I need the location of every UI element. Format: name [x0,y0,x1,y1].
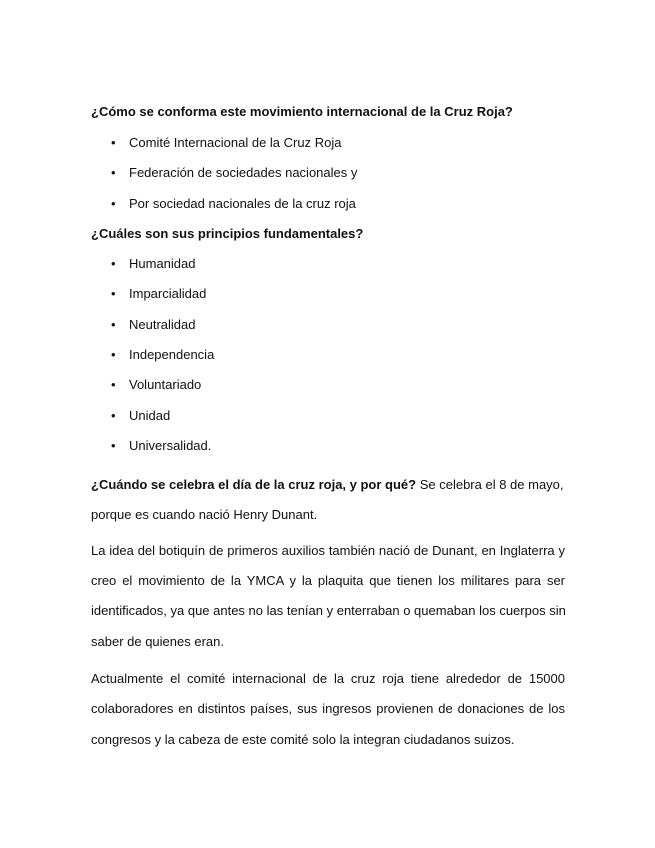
bullet-icon: • [111,317,116,332]
bullet-icon: • [111,256,116,271]
list-item-text: Neutralidad [129,317,196,332]
list-item-text: Imparcialidad [129,286,207,301]
q3-first-line [91,477,565,493]
bullet-icon: • [111,165,116,180]
paragraph-line: colaboradores en distintos países, sus ingresos provienen de donaciones de los [91,701,565,716]
list-item-text: Universalidad. [129,438,212,453]
paragraph-line: identificados, ya que antes no las tenían y enterraban o quemaban los cuerpos sin [91,603,566,618]
q3-answer-line: porque es cuando nació Henry Dunant. [91,507,318,522]
heading-q3: ¿Cuándo se celebra el día de la cruz roja, y por qué? [91,477,417,492]
paragraph-dunant [91,543,565,653]
list-item-text: Voluntariado [129,377,202,392]
list-item-text: Unidad [129,408,171,423]
q3-answer-start: Se celebra el 8 de mayo, [416,477,564,492]
paragraph-line: La idea del botiquín de primeros auxilios también nació de Dunant, en Inglaterra y [91,543,565,558]
bullet-icon: • [111,408,116,423]
paragraph-line: creo el movimiento de la YMCA y la plaquita que tienen los militares para ser [91,573,565,588]
paragraph-line: Actualmente el comité internacional de la cruz roja tiene alrededor de 15000 [91,671,565,686]
paragraph-q3 [91,477,565,537]
bullet-icon: • [111,196,116,211]
bullet-icon: • [111,286,116,301]
heading-q1: ¿Cómo se conforma este movimiento internacional de la Cruz Roja? [91,104,513,119]
paragraph-line: saber de quienes eran. [91,634,224,649]
paragraph-line: congresos y la cabeza de este comité solo la integran ciudadanos suizos. [91,732,515,747]
list-item-text: Humanidad [129,256,196,271]
list-item-text: Federación de sociedades nacionales y [129,165,358,180]
bullet-icon: • [111,135,116,150]
list-item-text: Comité Internacional de la Cruz Roja [129,135,342,150]
bullet-icon: • [111,347,116,362]
bullet-icon: • [111,377,116,392]
list-item-text: Por sociedad nacionales de la cruz roja [129,196,356,211]
bullet-icon: • [111,438,116,453]
list-item-text: Independencia [129,347,215,362]
heading-q2: ¿Cuáles son sus principios fundamentales? [91,226,364,241]
paragraph-committee [91,671,565,751]
